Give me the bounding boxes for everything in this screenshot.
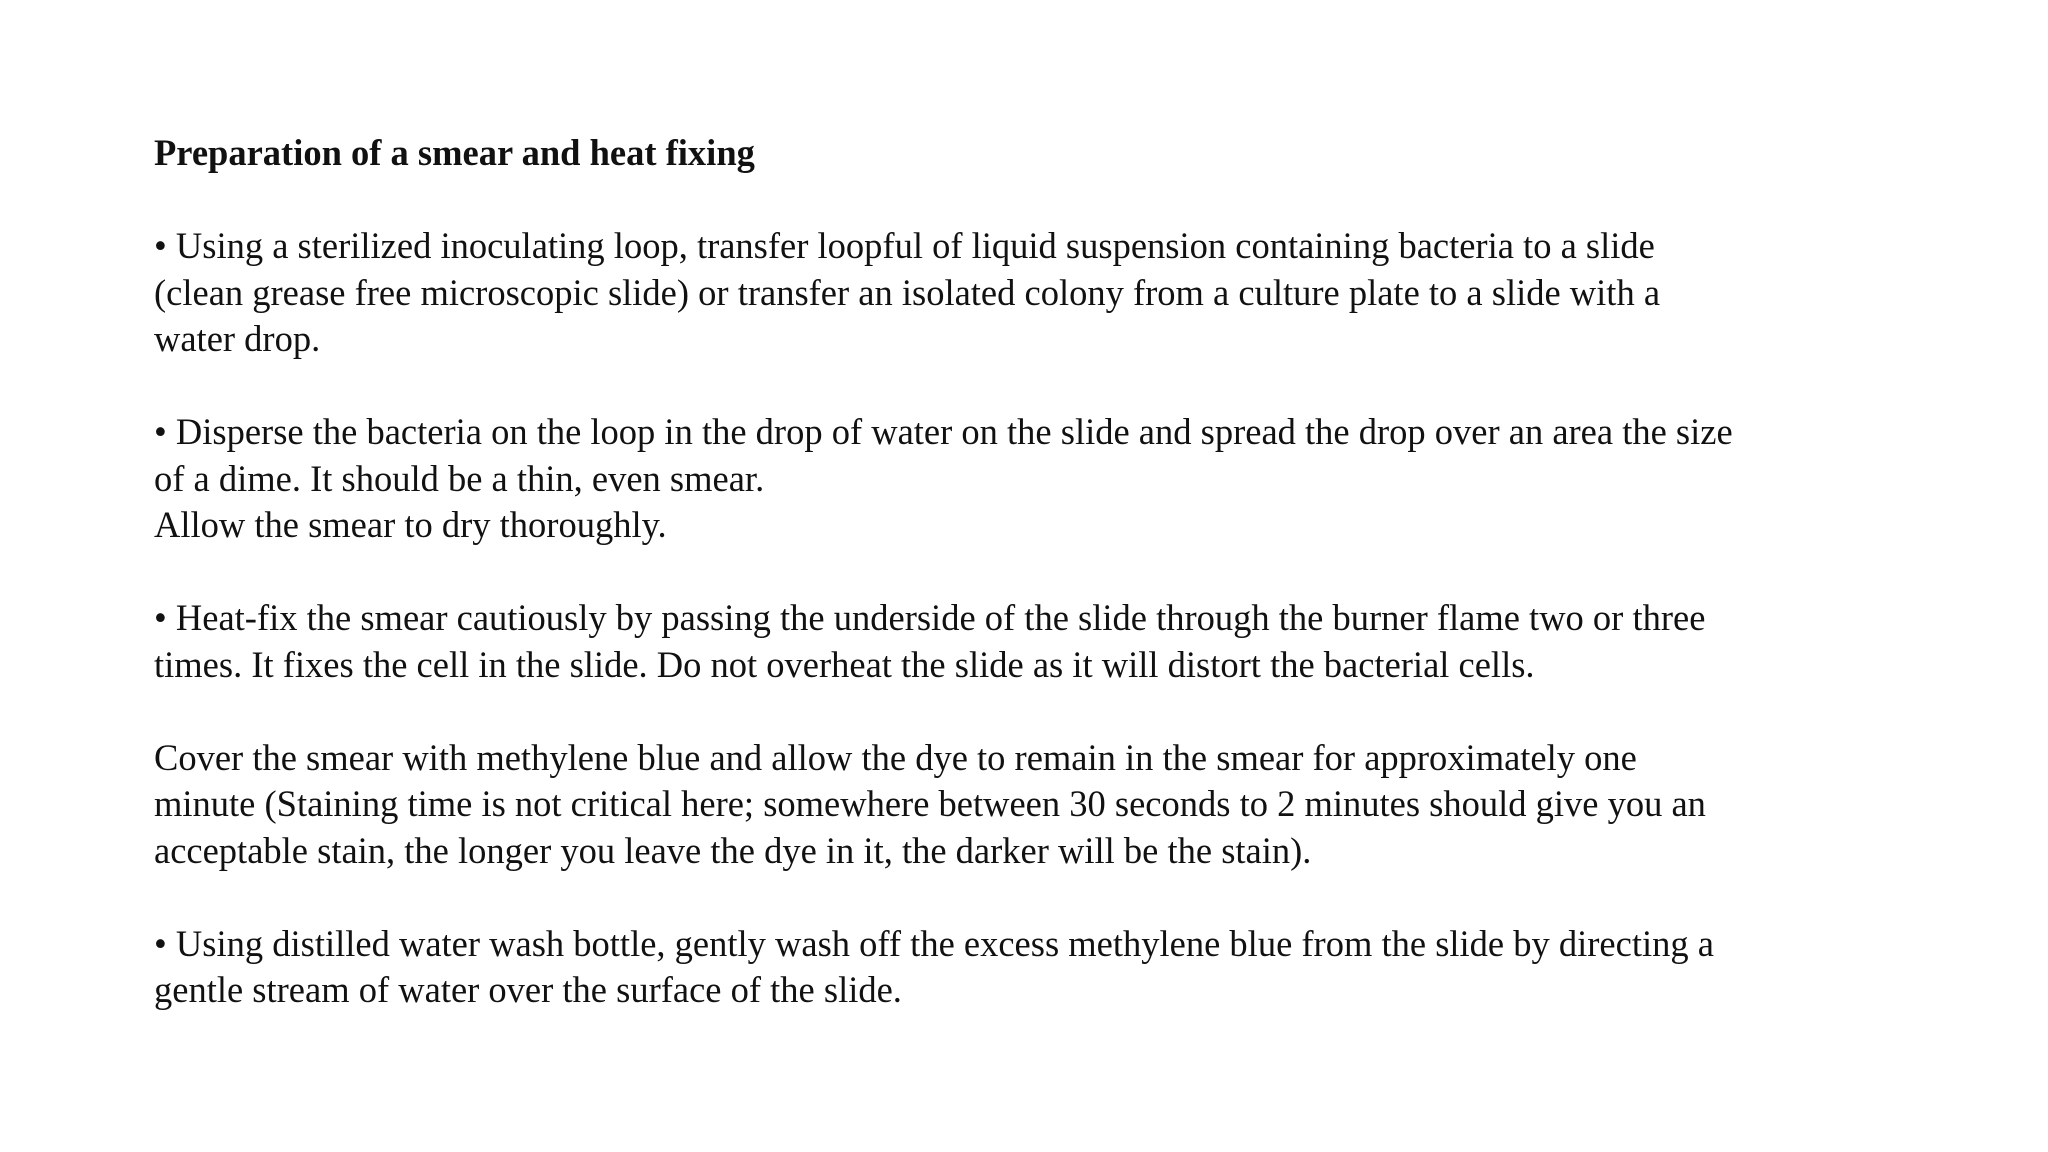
document-title: Preparation of a smear and heat fixing bbox=[154, 132, 755, 173]
paragraph-line: • Using a sterilized inoculating loop, transfer loopful of liquid suspension containing bacteria to a slide bbox=[154, 225, 1655, 266]
bullet-paragraph-disperse bbox=[154, 409, 1874, 549]
document-body bbox=[154, 130, 1874, 1014]
paragraph-line: gentle stream of water over the surface of the slide. bbox=[154, 969, 902, 1010]
paragraph-line: • Heat-fix the smear cautiously by passing the underside of the slide through the burner flame two or three bbox=[154, 597, 1706, 638]
paragraph-line: of a dime. It should be a thin, even smear. bbox=[154, 457, 765, 499]
paragraph-line: times. It fixes the cell in the slide. Do not overheat the slide as it will distort the bacterial cells. bbox=[154, 643, 1535, 685]
paragraph-line: • Using distilled water wash bottle, gently wash off the excess methylene blue from the slide by directing a bbox=[154, 922, 1714, 964]
paragraph-line: acceptable stain, the longer you leave the dye in it, the darker will be the stain). bbox=[154, 829, 1312, 871]
paragraph-line: minute (Staining time is not critical here; somewhere between 30 seconds to 2 minutes should give you an bbox=[154, 783, 1706, 824]
bullet-paragraph-transfer bbox=[154, 223, 1874, 363]
bullet-paragraph-wash bbox=[154, 921, 1874, 1014]
bullet-paragraph-heat-fix bbox=[154, 595, 1874, 688]
paragraph-line: Cover the smear with methylene blue and allow the dye to remain in the smear for approximately one bbox=[154, 736, 1637, 778]
paragraph-methylene-blue bbox=[154, 735, 1874, 875]
paragraph-line: Allow the smear to dry thoroughly. bbox=[154, 504, 667, 545]
paragraph-line: (clean grease free microscopic slide) or transfer an isolated colony from a culture plate to a slide with a bbox=[154, 271, 1661, 313]
paragraph-line: water drop. bbox=[154, 318, 321, 359]
paragraph-line: • Disperse the bacteria on the loop in the drop of water on the slide and spread the drop over an area the size bbox=[154, 411, 1733, 452]
